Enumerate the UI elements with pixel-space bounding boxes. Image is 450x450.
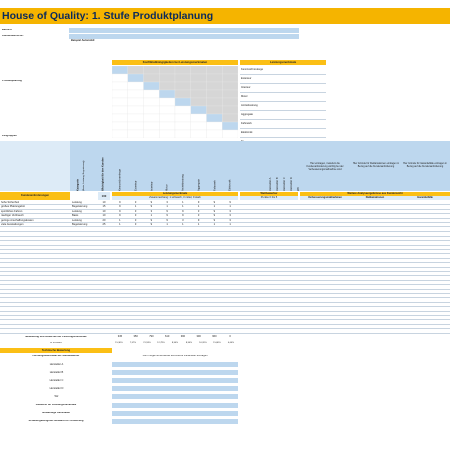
roof-cell[interactable]	[175, 90, 191, 98]
requirement-weight[interactable]: 10	[102, 209, 106, 213]
relationship-value[interactable]: 3	[229, 218, 231, 222]
relationship-value[interactable]: 9	[213, 201, 216, 204]
zusammenhang-label: Zusammenhang: 1 schwach, 3 mittel, 9 stark	[149, 196, 201, 199]
wichtigkeit-total: 100	[98, 192, 110, 200]
bedeutung-label: Bedeutung und Gewichte der Leistungsmerkmale	[25, 336, 87, 338]
requirement-weight[interactable]: 10	[102, 214, 106, 218]
kundenanforderungen-band	[0, 192, 70, 200]
aufwand-field[interactable]	[112, 419, 238, 424]
lm-list-item: Elektronik	[240, 129, 326, 138]
prozent-value: 21,53%	[143, 342, 151, 344]
requirement-name[interactable]: niedriger Verbrauch	[1, 214, 24, 218]
roof-cell	[128, 122, 144, 130]
relationship-value[interactable]: 9	[166, 218, 168, 222]
roof-cell	[222, 130, 238, 138]
reklamationen-header: Reklamationen	[350, 196, 400, 200]
roof-header: Konfliktabhängigkeiten bei Leistungsmerkmalen	[112, 60, 238, 65]
roof-cell[interactable]	[144, 74, 160, 82]
roof-cell[interactable]	[191, 74, 207, 82]
garantie-header: Garantiefälle	[400, 196, 450, 200]
hersteller-label: Hersteller C	[49, 379, 64, 382]
relationship-value[interactable]: 1	[182, 201, 184, 204]
roof-cell	[144, 106, 160, 114]
page-title: House of Quality: 1. Stufe Produktplanung	[0, 8, 450, 24]
roof-cell[interactable]	[191, 98, 207, 106]
roof-cell	[175, 114, 191, 122]
bereich-value: Beispiel Automobil	[71, 39, 95, 42]
roof-cell	[112, 98, 128, 106]
hersteller-field[interactable]	[112, 386, 238, 391]
punkte-label: Punkte 0 bis 5	[260, 196, 278, 199]
relationship-value[interactable]: 9	[213, 218, 216, 222]
roof-cell	[128, 114, 144, 122]
correlation-roof	[112, 66, 238, 138]
relationship-value[interactable]: 1	[119, 223, 121, 226]
relationship-value[interactable]: 9	[213, 214, 216, 218]
relationship-value[interactable]: 3	[134, 218, 137, 222]
bereich-label: Bereich:	[2, 29, 13, 31]
roof-cell[interactable]	[207, 90, 223, 98]
technische-bewertung: Technische Bewertung	[0, 348, 112, 353]
relationship-value[interactable]: 1	[197, 223, 200, 226]
kategorie-sub-label: (Basis, Leistung, Begeisterung)	[83, 160, 85, 191]
roof-cell	[128, 106, 144, 114]
kategorie-sub	[80, 143, 88, 191]
requirement-category[interactable]: Basis	[72, 214, 79, 218]
roof-cell	[144, 90, 160, 98]
note-verbesserung: Hier eintragen, inwiefern die Kundenanforderung wichtig bei der Verbesserungsmaßnahme sind	[306, 162, 344, 171]
roof-cell[interactable]	[112, 66, 128, 74]
relationship-value[interactable]: 3	[150, 209, 153, 213]
roof-cell	[175, 122, 191, 130]
lm-list-item: Motor	[240, 93, 326, 102]
empty-rows	[0, 228, 450, 333]
requirement-category[interactable]: Begeisterung	[72, 205, 88, 209]
relationship-value[interactable]: 1	[150, 214, 153, 218]
roof-cell[interactable]	[222, 122, 238, 130]
roof-cell[interactable]	[159, 90, 175, 98]
relationship-value[interactable]: 9	[119, 214, 121, 218]
relationship-value[interactable]: 1	[166, 205, 168, 209]
wichtigkeit-label: Wichtigkeit für den Kunden	[101, 157, 105, 191]
requirement-name[interactable]: geringe Anschaffungskosten	[1, 218, 34, 222]
requirement-category[interactable]: Begeisterung	[72, 223, 88, 226]
wettbewerber-label: Wettbewerber	[260, 192, 278, 195]
requirement-name[interactable]: sportliches Fahren	[1, 209, 23, 213]
bedeutung-value: 390	[180, 335, 186, 338]
roof-cell	[112, 122, 128, 130]
relationship-value[interactable]: 1	[197, 205, 200, 209]
roof-cell[interactable]	[191, 66, 207, 74]
roof-cell	[144, 122, 160, 130]
relationship-value[interactable]: 1	[182, 223, 184, 226]
hersteller-row	[0, 393, 238, 401]
roof-cell[interactable]	[222, 82, 238, 90]
roof-cell[interactable]	[222, 66, 238, 74]
attribute-header: Fahrwerk	[212, 180, 216, 191]
relationship-value[interactable]: 1	[213, 205, 216, 209]
roof-cell	[159, 122, 175, 130]
aktivitaeten-field[interactable]	[112, 411, 238, 416]
relationship-value[interactable]: 3	[182, 218, 184, 222]
roof-cell[interactable]	[159, 74, 175, 82]
roof-cell[interactable]	[128, 66, 144, 74]
roof-cell	[112, 74, 128, 82]
note-reklamation: Hier Gründe für Reklamationen eintragen in Bezug auf die Kundenanforderung	[352, 162, 400, 168]
roof-cell	[159, 106, 175, 114]
kundenwuensche-label: Kundenwünsche:	[2, 35, 24, 37]
relationship-value[interactable]: 1	[119, 218, 121, 222]
hersteller-field[interactable]	[112, 378, 238, 383]
aufwand-label: Schwierigkeitsgrad/ Aufwand für Umsetzung	[28, 420, 84, 422]
roof-cell	[128, 130, 144, 138]
kundenanforderungen-label: Kundenanforderungen	[21, 194, 49, 197]
prozent-value: 7,57%	[129, 342, 137, 344]
bedeutung-value: 300	[196, 335, 201, 338]
leistungsmerkmale-header: Leistungsmerkmale	[240, 60, 326, 65]
roof-cell	[175, 130, 191, 138]
roof-cell[interactable]	[175, 74, 191, 82]
roof-cell[interactable]	[144, 66, 160, 74]
lm-list-item: Exterieur	[240, 75, 326, 84]
attribute-header: Kennzeichnrelevge	[118, 168, 122, 191]
roof-cell	[159, 114, 175, 122]
roof-cell	[112, 90, 128, 98]
roof-cell	[112, 106, 128, 114]
roof-cell[interactable]	[207, 98, 223, 106]
prozent-value: 12,79%	[157, 342, 165, 344]
roof-cell[interactable]	[207, 66, 223, 74]
attribute-headers	[112, 143, 238, 191]
requirement-name[interactable]: hohe Sicherheit	[1, 201, 20, 204]
relationship-value[interactable]: 9	[197, 201, 200, 204]
relationship-value[interactable]: 1	[166, 223, 168, 226]
roof-cell[interactable]	[159, 82, 175, 90]
attribute-header: Aggregate	[197, 179, 201, 191]
roof-cell	[191, 122, 207, 130]
roof-cell[interactable]	[222, 90, 238, 98]
prozent-label: in Prozent	[50, 342, 62, 344]
lm-list-item: Fahrwerk	[240, 120, 326, 129]
roof-cell[interactable]	[222, 114, 238, 122]
relationship-value[interactable]: 1	[229, 223, 231, 226]
relationship-value[interactable]: 3	[134, 223, 137, 226]
roof-cell[interactable]	[175, 66, 191, 74]
hersteller-label: Hersteller A	[49, 363, 64, 366]
requirement-category[interactable]: Leistung	[72, 209, 82, 213]
roof-cell	[144, 130, 160, 138]
relationship-value[interactable]: 3	[134, 201, 137, 204]
hersteller-field[interactable]	[112, 394, 238, 399]
relationship-value[interactable]: 3	[134, 209, 137, 213]
lm-list-item: Kennzeichnrelevge	[240, 66, 326, 75]
hersteller-field[interactable]	[112, 362, 238, 367]
requirement-name[interactable]: großes Platzangebot	[1, 205, 25, 209]
relationship-value[interactable]: 9	[119, 201, 121, 204]
roof-cell[interactable]	[144, 82, 160, 90]
roof-cell	[191, 130, 207, 138]
requirement-category[interactable]: Leistung	[72, 218, 82, 222]
roof-cell	[112, 114, 128, 122]
requirement-weight[interactable]: 20	[102, 218, 106, 222]
bedeutung-value: 790	[149, 335, 154, 338]
relationship-value[interactable]: 1	[134, 205, 137, 209]
relationship-value[interactable]: 9	[182, 209, 184, 213]
hersteller-row	[0, 369, 238, 377]
relationship-value[interactable]: 9	[197, 218, 200, 222]
roof-cell	[144, 114, 160, 122]
hersteller-row	[0, 377, 238, 385]
relationship-value[interactable]: 9	[229, 201, 231, 204]
roof-cell[interactable]	[222, 74, 238, 82]
relationship-value[interactable]: 9	[166, 214, 168, 218]
roof-cell[interactable]	[207, 114, 223, 122]
attribute-header: Antriebsstrang	[181, 174, 185, 191]
relationship-value[interactable]: 9	[119, 209, 121, 213]
roof-cell	[191, 114, 207, 122]
lm-list-item: Interieur	[240, 84, 326, 93]
relationship-value[interactable]: 3	[197, 214, 200, 218]
relationship-value[interactable]: 9	[213, 209, 216, 213]
relationship-value[interactable]: 9	[119, 205, 121, 209]
attribute-header: Elektronik	[228, 179, 232, 191]
hersteller-label: Hersteller D	[49, 387, 64, 390]
competitor-header: Wir	[297, 187, 300, 191]
bedeutung-value: 610	[164, 335, 170, 338]
zielwerte-label: Zielwerte für Leistungsmerkmale	[35, 404, 77, 406]
relationship-value[interactable]: 9	[150, 223, 153, 226]
relationship-value[interactable]: 9	[150, 205, 153, 209]
zielwerte-field[interactable]	[112, 403, 238, 408]
requirement-weight[interactable]: 25	[102, 223, 106, 226]
roof-cell	[159, 98, 175, 106]
roof-cell[interactable]	[159, 66, 175, 74]
prozent-value: 0,00%	[227, 342, 235, 344]
relationship-value[interactable]: 3	[197, 209, 200, 213]
relationship-value[interactable]: 1	[182, 205, 184, 209]
relationship-value[interactable]: 1	[213, 223, 216, 226]
relationship-value[interactable]: 9	[182, 214, 184, 218]
relationship-value[interactable]: 9	[166, 209, 168, 213]
analyse-label: Weitere Analyseergebnisse aus Kundensicht	[347, 192, 403, 195]
lm-list-item: Aggregate	[240, 111, 326, 120]
prozent-value: 8,50%	[185, 342, 193, 344]
lm-note: Vorn möglichst konkrete technische Parameter eintragen	[142, 355, 208, 357]
requirement-category[interactable]: Leistung	[72, 201, 82, 204]
roof-cell[interactable]	[222, 106, 238, 114]
hersteller-field[interactable]	[112, 370, 238, 375]
roof-cell[interactable]	[207, 106, 223, 114]
bedeutung-value: 960	[212, 335, 217, 338]
roof-cell	[112, 82, 128, 90]
prozent-value: 16,20%	[199, 342, 207, 344]
requirement-weight[interactable]: 10	[102, 201, 106, 204]
bedeutung-value: 350	[133, 335, 138, 338]
roof-cell[interactable]	[207, 74, 223, 82]
relationship-value[interactable]: 3	[166, 201, 168, 204]
roof-cell	[112, 130, 128, 138]
roof-cell	[159, 130, 175, 138]
hersteller-row	[0, 385, 238, 393]
competitor-header: Hersteller D	[290, 177, 293, 191]
relationship-value[interactable]: 3	[229, 209, 231, 213]
bereich-field[interactable]	[69, 28, 299, 42]
roof-cell[interactable]	[128, 74, 144, 82]
roof-cell[interactable]	[191, 106, 207, 114]
kategorie-label: Kategorie	[76, 179, 80, 191]
relationship-value[interactable]: 3	[229, 214, 231, 218]
empty-row	[0, 329, 450, 333]
roof-cell	[207, 130, 223, 138]
bedeutung-value: 0	[229, 335, 231, 338]
kundenwuensche-field[interactable]	[69, 34, 299, 39]
roof-cell	[144, 98, 160, 106]
roof-cell	[128, 90, 144, 98]
prozent-value: 15,30%	[115, 342, 123, 344]
competitor-header: Hersteller A	[269, 177, 272, 191]
roof-cell	[175, 106, 191, 114]
lm-band-label: Leistungsmerkmale	[162, 192, 188, 195]
relationship-value[interactable]: 3	[134, 214, 137, 218]
relationship-value[interactable]: 9	[150, 218, 153, 222]
attribute-header: Interieur	[149, 181, 153, 191]
roof-cell	[207, 122, 223, 130]
wichtigkeit-header	[98, 143, 108, 191]
hersteller-row	[0, 361, 238, 369]
competitor-header: Hersteller C	[283, 177, 286, 191]
left-header-pane	[0, 141, 70, 191]
verbesserung-header: Verbesserungsmaßnahmen	[300, 196, 350, 200]
aktivitaeten-label: notwendige Aktivitäten	[41, 412, 71, 414]
hersteller-label: Hersteller B	[49, 371, 64, 374]
roof-cell[interactable]	[191, 90, 207, 98]
competitor-header: Hersteller B	[276, 177, 279, 191]
table-row	[0, 223, 450, 227]
roof-cell[interactable]	[191, 82, 207, 90]
zusammenhang-band	[112, 196, 238, 200]
relationship-value[interactable]: 9	[150, 201, 153, 204]
prozent-value: 8,50%	[171, 342, 179, 344]
requirement-weight[interactable]: 15	[102, 205, 106, 209]
requirement-name[interactable]: viele Ausstattungen	[1, 223, 24, 226]
roof-cell[interactable]	[175, 98, 191, 106]
attribute-header: Exterieur	[134, 180, 138, 191]
relationship-value[interactable]: 1	[229, 205, 231, 209]
lm-wettbewerber-label: Leistungsmerkmale der Wettbewerber	[32, 355, 80, 357]
prozent-value: 15,80%	[213, 342, 221, 344]
lm-list-item: Antriebsstrang	[240, 102, 326, 111]
roof-cell[interactable]	[207, 82, 223, 90]
roof-cell[interactable]	[222, 98, 238, 106]
roof-cell[interactable]	[175, 82, 191, 90]
punkte-band	[240, 196, 298, 200]
leistungsmerkmale-list	[240, 66, 326, 147]
produktplanung-label: Produktplanung	[2, 80, 22, 82]
note-garantie: Hier Gründe für Garantiefälle eintragen in Bezug auf die Kundenanforderung	[403, 162, 447, 168]
hersteller-label: Wir	[54, 395, 59, 398]
roof-cell	[128, 98, 144, 106]
attribute-header: Motor	[165, 184, 169, 191]
roof-cell	[128, 82, 144, 90]
bedeutung-value: 345	[117, 335, 123, 338]
zielgruppen-label: Zielgruppen	[2, 135, 17, 137]
